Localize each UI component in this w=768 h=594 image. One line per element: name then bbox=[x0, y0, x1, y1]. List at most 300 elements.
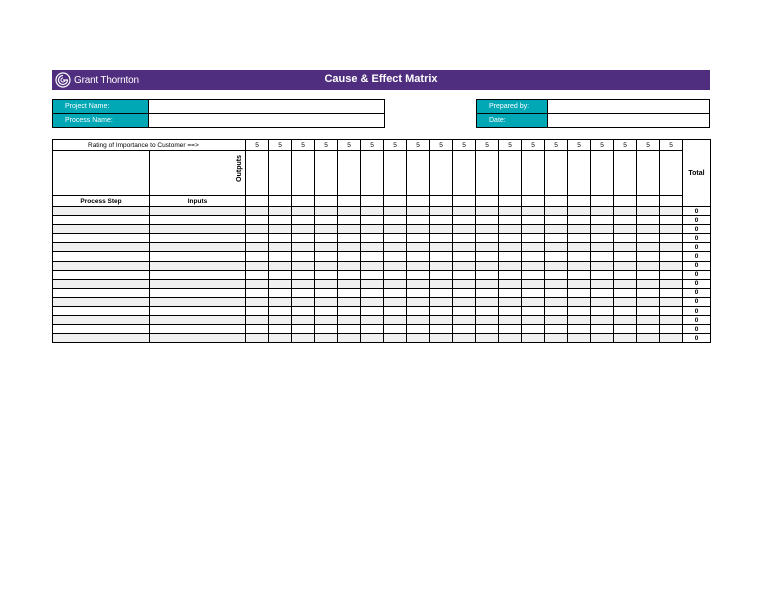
score-cell[interactable] bbox=[476, 207, 499, 216]
score-cell[interactable] bbox=[591, 207, 614, 216]
score-cell[interactable] bbox=[614, 216, 637, 225]
score-cell[interactable] bbox=[660, 243, 683, 252]
score-cell[interactable] bbox=[453, 216, 476, 225]
score-cell[interactable] bbox=[568, 261, 591, 270]
score-cell[interactable] bbox=[246, 279, 269, 288]
score-cell[interactable] bbox=[430, 261, 453, 270]
score-cell[interactable] bbox=[614, 297, 637, 306]
process-name-field[interactable] bbox=[149, 114, 385, 128]
process-step-cell[interactable] bbox=[53, 234, 150, 243]
score-cell[interactable] bbox=[476, 297, 499, 306]
score-cell[interactable] bbox=[269, 234, 292, 243]
score-cell[interactable] bbox=[637, 297, 660, 306]
score-cell[interactable] bbox=[430, 316, 453, 325]
score-cell[interactable] bbox=[453, 252, 476, 261]
score-cell[interactable] bbox=[269, 225, 292, 234]
input-cell[interactable] bbox=[150, 243, 246, 252]
score-cell[interactable] bbox=[338, 234, 361, 243]
score-cell[interactable] bbox=[292, 279, 315, 288]
score-cell[interactable] bbox=[637, 316, 660, 325]
output-name-cell[interactable] bbox=[361, 151, 384, 196]
score-cell[interactable] bbox=[361, 288, 384, 297]
score-cell[interactable] bbox=[545, 216, 568, 225]
score-cell[interactable] bbox=[614, 279, 637, 288]
score-cell[interactable] bbox=[637, 288, 660, 297]
process-step-cell[interactable] bbox=[53, 252, 150, 261]
score-cell[interactable] bbox=[522, 316, 545, 325]
rating-cell[interactable]: 5 bbox=[614, 140, 637, 151]
score-cell[interactable] bbox=[407, 334, 430, 343]
score-cell[interactable] bbox=[568, 234, 591, 243]
score-cell[interactable] bbox=[660, 216, 683, 225]
score-cell[interactable] bbox=[522, 288, 545, 297]
output-name-cell[interactable] bbox=[476, 151, 499, 196]
score-cell[interactable] bbox=[545, 270, 568, 279]
score-cell[interactable] bbox=[361, 307, 384, 316]
process-step-cell[interactable] bbox=[53, 270, 150, 279]
score-cell[interactable] bbox=[637, 225, 660, 234]
score-cell[interactable] bbox=[315, 225, 338, 234]
input-cell[interactable] bbox=[150, 279, 246, 288]
process-step-cell[interactable] bbox=[53, 288, 150, 297]
score-cell[interactable] bbox=[499, 288, 522, 297]
rating-cell[interactable]: 5 bbox=[292, 140, 315, 151]
score-cell[interactable] bbox=[384, 297, 407, 306]
output-name-cell[interactable] bbox=[499, 151, 522, 196]
score-cell[interactable] bbox=[430, 225, 453, 234]
output-name-cell[interactable] bbox=[246, 151, 269, 196]
score-cell[interactable] bbox=[453, 261, 476, 270]
score-cell[interactable] bbox=[246, 234, 269, 243]
score-cell[interactable] bbox=[361, 316, 384, 325]
score-cell[interactable] bbox=[338, 225, 361, 234]
score-cell[interactable] bbox=[522, 261, 545, 270]
score-cell[interactable] bbox=[522, 225, 545, 234]
score-cell[interactable] bbox=[361, 334, 384, 343]
score-cell[interactable] bbox=[453, 316, 476, 325]
score-cell[interactable] bbox=[338, 288, 361, 297]
score-cell[interactable] bbox=[476, 288, 499, 297]
score-cell[interactable] bbox=[591, 316, 614, 325]
score-cell[interactable] bbox=[499, 225, 522, 234]
score-cell[interactable] bbox=[453, 288, 476, 297]
score-cell[interactable] bbox=[292, 270, 315, 279]
score-cell[interactable] bbox=[292, 216, 315, 225]
score-cell[interactable] bbox=[476, 225, 499, 234]
score-cell[interactable] bbox=[545, 261, 568, 270]
score-cell[interactable] bbox=[430, 307, 453, 316]
input-cell[interactable] bbox=[150, 288, 246, 297]
score-cell[interactable] bbox=[545, 316, 568, 325]
score-cell[interactable] bbox=[476, 234, 499, 243]
score-cell[interactable] bbox=[338, 279, 361, 288]
score-cell[interactable] bbox=[522, 334, 545, 343]
score-cell[interactable] bbox=[338, 325, 361, 334]
score-cell[interactable] bbox=[361, 279, 384, 288]
score-cell[interactable] bbox=[430, 243, 453, 252]
score-cell[interactable] bbox=[315, 297, 338, 306]
score-cell[interactable] bbox=[361, 252, 384, 261]
output-name-cell[interactable] bbox=[338, 151, 361, 196]
score-cell[interactable] bbox=[476, 243, 499, 252]
score-cell[interactable] bbox=[430, 234, 453, 243]
score-cell[interactable] bbox=[614, 316, 637, 325]
score-cell[interactable] bbox=[637, 279, 660, 288]
score-cell[interactable] bbox=[430, 297, 453, 306]
score-cell[interactable] bbox=[637, 334, 660, 343]
process-step-cell[interactable] bbox=[53, 225, 150, 234]
score-cell[interactable] bbox=[338, 252, 361, 261]
score-cell[interactable] bbox=[568, 207, 591, 216]
score-cell[interactable] bbox=[499, 270, 522, 279]
score-cell[interactable] bbox=[453, 307, 476, 316]
score-cell[interactable] bbox=[407, 252, 430, 261]
score-cell[interactable] bbox=[292, 297, 315, 306]
output-name-cell[interactable] bbox=[269, 151, 292, 196]
score-cell[interactable] bbox=[568, 297, 591, 306]
score-cell[interactable] bbox=[660, 252, 683, 261]
score-cell[interactable] bbox=[361, 207, 384, 216]
score-cell[interactable] bbox=[430, 270, 453, 279]
score-cell[interactable] bbox=[568, 288, 591, 297]
score-cell[interactable] bbox=[246, 297, 269, 306]
score-cell[interactable] bbox=[269, 316, 292, 325]
output-name-cell[interactable] bbox=[591, 151, 614, 196]
rating-cell[interactable]: 5 bbox=[407, 140, 430, 151]
score-cell[interactable] bbox=[614, 270, 637, 279]
score-cell[interactable] bbox=[246, 316, 269, 325]
process-step-cell[interactable] bbox=[53, 307, 150, 316]
score-cell[interactable] bbox=[568, 270, 591, 279]
score-cell[interactable] bbox=[407, 225, 430, 234]
score-cell[interactable] bbox=[522, 252, 545, 261]
input-cell[interactable] bbox=[150, 207, 246, 216]
score-cell[interactable] bbox=[614, 334, 637, 343]
rating-cell[interactable]: 5 bbox=[476, 140, 499, 151]
score-cell[interactable] bbox=[315, 288, 338, 297]
score-cell[interactable] bbox=[545, 207, 568, 216]
score-cell[interactable] bbox=[315, 316, 338, 325]
score-cell[interactable] bbox=[591, 234, 614, 243]
rating-cell[interactable]: 5 bbox=[269, 140, 292, 151]
score-cell[interactable] bbox=[660, 307, 683, 316]
score-cell[interactable] bbox=[499, 252, 522, 261]
output-name-cell[interactable] bbox=[384, 151, 407, 196]
score-cell[interactable] bbox=[545, 325, 568, 334]
score-cell[interactable] bbox=[315, 307, 338, 316]
score-cell[interactable] bbox=[522, 243, 545, 252]
score-cell[interactable] bbox=[545, 297, 568, 306]
score-cell[interactable] bbox=[637, 234, 660, 243]
score-cell[interactable] bbox=[545, 288, 568, 297]
score-cell[interactable] bbox=[499, 316, 522, 325]
score-cell[interactable] bbox=[292, 243, 315, 252]
score-cell[interactable] bbox=[361, 270, 384, 279]
rating-cell[interactable]: 5 bbox=[637, 140, 660, 151]
score-cell[interactable] bbox=[269, 216, 292, 225]
score-cell[interactable] bbox=[315, 279, 338, 288]
score-cell[interactable] bbox=[660, 325, 683, 334]
project-name-field[interactable] bbox=[149, 100, 385, 114]
score-cell[interactable] bbox=[292, 307, 315, 316]
date-field[interactable] bbox=[548, 114, 710, 128]
score-cell[interactable] bbox=[476, 316, 499, 325]
score-cell[interactable] bbox=[361, 261, 384, 270]
score-cell[interactable] bbox=[384, 243, 407, 252]
score-cell[interactable] bbox=[384, 325, 407, 334]
score-cell[interactable] bbox=[315, 252, 338, 261]
score-cell[interactable] bbox=[246, 216, 269, 225]
score-cell[interactable] bbox=[591, 307, 614, 316]
score-cell[interactable] bbox=[476, 279, 499, 288]
input-cell[interactable] bbox=[150, 325, 246, 334]
score-cell[interactable] bbox=[637, 325, 660, 334]
score-cell[interactable] bbox=[499, 243, 522, 252]
score-cell[interactable] bbox=[499, 216, 522, 225]
process-step-cell[interactable] bbox=[53, 325, 150, 334]
score-cell[interactable] bbox=[476, 261, 499, 270]
process-step-cell[interactable] bbox=[53, 297, 150, 306]
score-cell[interactable] bbox=[614, 325, 637, 334]
score-cell[interactable] bbox=[246, 307, 269, 316]
score-cell[interactable] bbox=[407, 297, 430, 306]
score-cell[interactable] bbox=[568, 307, 591, 316]
score-cell[interactable] bbox=[384, 225, 407, 234]
score-cell[interactable] bbox=[338, 334, 361, 343]
score-cell[interactable] bbox=[361, 243, 384, 252]
score-cell[interactable] bbox=[522, 297, 545, 306]
score-cell[interactable] bbox=[476, 325, 499, 334]
score-cell[interactable] bbox=[246, 207, 269, 216]
rating-cell[interactable]: 5 bbox=[384, 140, 407, 151]
score-cell[interactable] bbox=[338, 216, 361, 225]
score-cell[interactable] bbox=[292, 207, 315, 216]
process-step-cell[interactable] bbox=[53, 261, 150, 270]
score-cell[interactable] bbox=[499, 207, 522, 216]
score-cell[interactable] bbox=[660, 297, 683, 306]
score-cell[interactable] bbox=[246, 252, 269, 261]
score-cell[interactable] bbox=[292, 325, 315, 334]
output-name-cell[interactable] bbox=[407, 151, 430, 196]
score-cell[interactable] bbox=[614, 288, 637, 297]
score-cell[interactable] bbox=[568, 243, 591, 252]
score-cell[interactable] bbox=[591, 288, 614, 297]
score-cell[interactable] bbox=[407, 207, 430, 216]
score-cell[interactable] bbox=[660, 270, 683, 279]
score-cell[interactable] bbox=[384, 261, 407, 270]
score-cell[interactable] bbox=[637, 307, 660, 316]
score-cell[interactable] bbox=[614, 307, 637, 316]
score-cell[interactable] bbox=[637, 270, 660, 279]
score-cell[interactable] bbox=[246, 334, 269, 343]
score-cell[interactable] bbox=[384, 270, 407, 279]
score-cell[interactable] bbox=[246, 261, 269, 270]
score-cell[interactable] bbox=[338, 261, 361, 270]
score-cell[interactable] bbox=[430, 252, 453, 261]
score-cell[interactable] bbox=[614, 234, 637, 243]
score-cell[interactable] bbox=[476, 252, 499, 261]
score-cell[interactable] bbox=[361, 325, 384, 334]
score-cell[interactable] bbox=[453, 207, 476, 216]
process-step-cell[interactable] bbox=[53, 207, 150, 216]
score-cell[interactable] bbox=[407, 279, 430, 288]
score-cell[interactable] bbox=[430, 279, 453, 288]
rating-cell[interactable]: 5 bbox=[660, 140, 683, 151]
score-cell[interactable] bbox=[568, 325, 591, 334]
output-name-cell[interactable] bbox=[568, 151, 591, 196]
score-cell[interactable] bbox=[591, 225, 614, 234]
process-step-cell[interactable] bbox=[53, 243, 150, 252]
score-cell[interactable] bbox=[637, 207, 660, 216]
score-cell[interactable] bbox=[545, 307, 568, 316]
output-name-cell[interactable] bbox=[545, 151, 568, 196]
score-cell[interactable] bbox=[407, 261, 430, 270]
input-cell[interactable] bbox=[150, 270, 246, 279]
score-cell[interactable] bbox=[614, 261, 637, 270]
score-cell[interactable] bbox=[292, 316, 315, 325]
input-cell[interactable] bbox=[150, 261, 246, 270]
score-cell[interactable] bbox=[292, 225, 315, 234]
score-cell[interactable] bbox=[591, 261, 614, 270]
rating-cell[interactable]: 5 bbox=[522, 140, 545, 151]
score-cell[interactable] bbox=[545, 334, 568, 343]
score-cell[interactable] bbox=[361, 216, 384, 225]
score-cell[interactable] bbox=[453, 334, 476, 343]
output-name-cell[interactable] bbox=[637, 151, 660, 196]
input-cell[interactable] bbox=[150, 252, 246, 261]
score-cell[interactable] bbox=[269, 270, 292, 279]
score-cell[interactable] bbox=[568, 252, 591, 261]
input-cell[interactable] bbox=[150, 334, 246, 343]
score-cell[interactable] bbox=[246, 325, 269, 334]
input-cell[interactable] bbox=[150, 234, 246, 243]
score-cell[interactable] bbox=[246, 225, 269, 234]
process-step-cell[interactable] bbox=[53, 334, 150, 343]
score-cell[interactable] bbox=[269, 288, 292, 297]
score-cell[interactable] bbox=[384, 316, 407, 325]
score-cell[interactable] bbox=[522, 216, 545, 225]
score-cell[interactable] bbox=[637, 243, 660, 252]
process-step-cell[interactable] bbox=[53, 279, 150, 288]
score-cell[interactable] bbox=[476, 307, 499, 316]
score-cell[interactable] bbox=[338, 270, 361, 279]
score-cell[interactable] bbox=[453, 325, 476, 334]
score-cell[interactable] bbox=[292, 334, 315, 343]
score-cell[interactable] bbox=[407, 288, 430, 297]
score-cell[interactable] bbox=[660, 225, 683, 234]
score-cell[interactable] bbox=[269, 207, 292, 216]
score-cell[interactable] bbox=[568, 279, 591, 288]
score-cell[interactable] bbox=[292, 261, 315, 270]
score-cell[interactable] bbox=[384, 207, 407, 216]
score-cell[interactable] bbox=[591, 279, 614, 288]
score-cell[interactable] bbox=[637, 216, 660, 225]
score-cell[interactable] bbox=[430, 334, 453, 343]
score-cell[interactable] bbox=[338, 297, 361, 306]
score-cell[interactable] bbox=[660, 334, 683, 343]
score-cell[interactable] bbox=[591, 325, 614, 334]
score-cell[interactable] bbox=[292, 252, 315, 261]
score-cell[interactable] bbox=[591, 270, 614, 279]
score-cell[interactable] bbox=[499, 279, 522, 288]
score-cell[interactable] bbox=[246, 288, 269, 297]
score-cell[interactable] bbox=[407, 307, 430, 316]
output-name-cell[interactable] bbox=[522, 151, 545, 196]
output-name-cell[interactable] bbox=[292, 151, 315, 196]
score-cell[interactable] bbox=[315, 334, 338, 343]
input-cell[interactable] bbox=[150, 316, 246, 325]
score-cell[interactable] bbox=[430, 325, 453, 334]
score-cell[interactable] bbox=[453, 279, 476, 288]
score-cell[interactable] bbox=[499, 261, 522, 270]
score-cell[interactable] bbox=[315, 261, 338, 270]
score-cell[interactable] bbox=[660, 261, 683, 270]
score-cell[interactable] bbox=[269, 252, 292, 261]
score-cell[interactable] bbox=[338, 243, 361, 252]
score-cell[interactable] bbox=[660, 279, 683, 288]
score-cell[interactable] bbox=[361, 225, 384, 234]
score-cell[interactable] bbox=[568, 334, 591, 343]
input-cell[interactable] bbox=[150, 297, 246, 306]
rating-cell[interactable]: 5 bbox=[430, 140, 453, 151]
score-cell[interactable] bbox=[338, 316, 361, 325]
score-cell[interactable] bbox=[315, 234, 338, 243]
score-cell[interactable] bbox=[499, 307, 522, 316]
score-cell[interactable] bbox=[453, 270, 476, 279]
score-cell[interactable] bbox=[384, 288, 407, 297]
score-cell[interactable] bbox=[660, 288, 683, 297]
score-cell[interactable] bbox=[453, 234, 476, 243]
score-cell[interactable] bbox=[522, 207, 545, 216]
score-cell[interactable] bbox=[614, 225, 637, 234]
score-cell[interactable] bbox=[292, 288, 315, 297]
score-cell[interactable] bbox=[614, 207, 637, 216]
score-cell[interactable] bbox=[269, 279, 292, 288]
score-cell[interactable] bbox=[499, 334, 522, 343]
score-cell[interactable] bbox=[384, 234, 407, 243]
score-cell[interactable] bbox=[430, 207, 453, 216]
output-name-cell[interactable] bbox=[430, 151, 453, 196]
score-cell[interactable] bbox=[545, 234, 568, 243]
input-cell[interactable] bbox=[150, 225, 246, 234]
score-cell[interactable] bbox=[545, 252, 568, 261]
output-name-cell[interactable] bbox=[614, 151, 637, 196]
score-cell[interactable] bbox=[453, 243, 476, 252]
score-cell[interactable] bbox=[338, 307, 361, 316]
score-cell[interactable] bbox=[269, 243, 292, 252]
score-cell[interactable] bbox=[269, 297, 292, 306]
score-cell[interactable] bbox=[591, 297, 614, 306]
score-cell[interactable] bbox=[637, 252, 660, 261]
score-cell[interactable] bbox=[591, 334, 614, 343]
score-cell[interactable] bbox=[315, 207, 338, 216]
score-cell[interactable] bbox=[476, 270, 499, 279]
score-cell[interactable] bbox=[361, 297, 384, 306]
score-cell[interactable] bbox=[269, 307, 292, 316]
rating-cell[interactable]: 5 bbox=[453, 140, 476, 151]
score-cell[interactable] bbox=[315, 325, 338, 334]
score-cell[interactable] bbox=[660, 316, 683, 325]
rating-cell[interactable]: 5 bbox=[246, 140, 269, 151]
score-cell[interactable] bbox=[338, 207, 361, 216]
process-step-cell[interactable] bbox=[53, 216, 150, 225]
score-cell[interactable] bbox=[522, 279, 545, 288]
score-cell[interactable] bbox=[568, 316, 591, 325]
score-cell[interactable] bbox=[384, 307, 407, 316]
score-cell[interactable] bbox=[499, 297, 522, 306]
score-cell[interactable] bbox=[292, 234, 315, 243]
score-cell[interactable] bbox=[499, 234, 522, 243]
